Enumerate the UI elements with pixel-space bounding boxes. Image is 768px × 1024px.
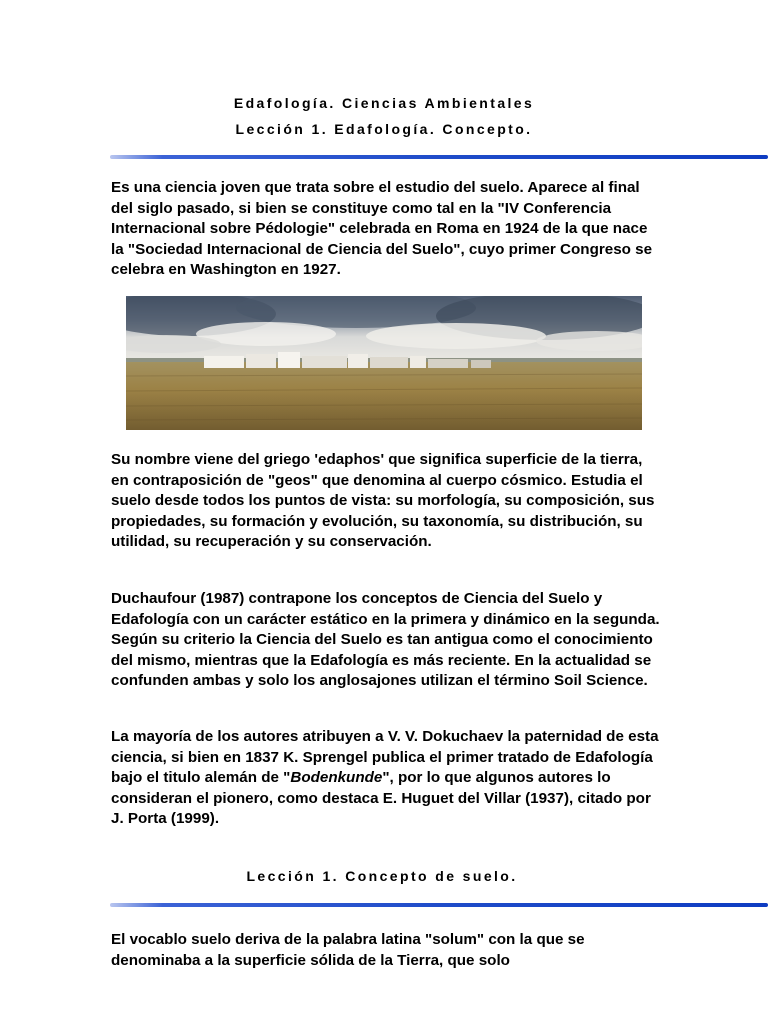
paragraph-duchaufour: Duchaufour (1987) contrapone los conceptos de Ciencia del Suelo y Edafología con un carácter estático en la primera y dinámico en la segunda. Según su criterio la Ciencia del Suelo es tan antigua como el conocimiento del mismo, mientras que la Edafología es más reciente. En la actualidad se confunden ambas y solo los anglosajones utilizan el término Soil Science.	[111, 590, 660, 689]
section-title: Lección 1. Concepto de suelo.	[246, 868, 518, 884]
lesson-title: Lección 1. Edafología. Concepto.	[235, 121, 533, 137]
paragraph-history-start: La mayoría de los autores atribuyen a V. V. Dokuchaev la paternidad de esta ciencia, si bien en 1837 K. Sprengel publica el primer tratado de Edafología bajo el titulo alemán de "	[111, 728, 659, 786]
paragraph-suelo: El vocablo suelo deriva de la palabra latina "solum" con la que se denominaba a la superficie sólida de la Tierra, que solo	[111, 931, 585, 969]
paragraph-history	[111, 727, 661, 830]
bodenkunde-term: Bodenkunde	[290, 769, 383, 786]
paragraph-history-end: ", por lo que algunos autores lo consideran el pionero, como destaca E. Huguet del Villar (1937), citado por J. Porta (1999).	[111, 769, 651, 827]
landscape-illustration	[126, 296, 642, 430]
landscape-photo	[126, 296, 642, 430]
paragraph-intro: Es una ciencia joven que trata sobre el estudio del suelo. Aparece al final del siglo pasado, si bien se constituye como tal en la "IV Conferencia Internacional sobre Pédologie" celebrada en Roma en 1924 de la que nace la "Sociedad Internacional de Ciencia del Suelo", cuyo primer Congreso se celebra en Washington en 1927.	[111, 179, 653, 278]
section-divider-2	[110, 903, 768, 907]
section-divider	[110, 155, 768, 159]
paragraph-etymology: Su nombre viene del griego 'edaphos' que significa superficie de la tierra, en contraposición de "geos" que denomina al cuerpo cósmico. Estudia el suelo desde todos los puntos de vista: su morfología, su composición, sus propiedades, su formación y evolución, su taxonomía, su distribución, su utilidad, su recuperación y su conservación.	[111, 451, 655, 550]
document-title: Edafología. Ciencias Ambientales	[233, 95, 535, 111]
